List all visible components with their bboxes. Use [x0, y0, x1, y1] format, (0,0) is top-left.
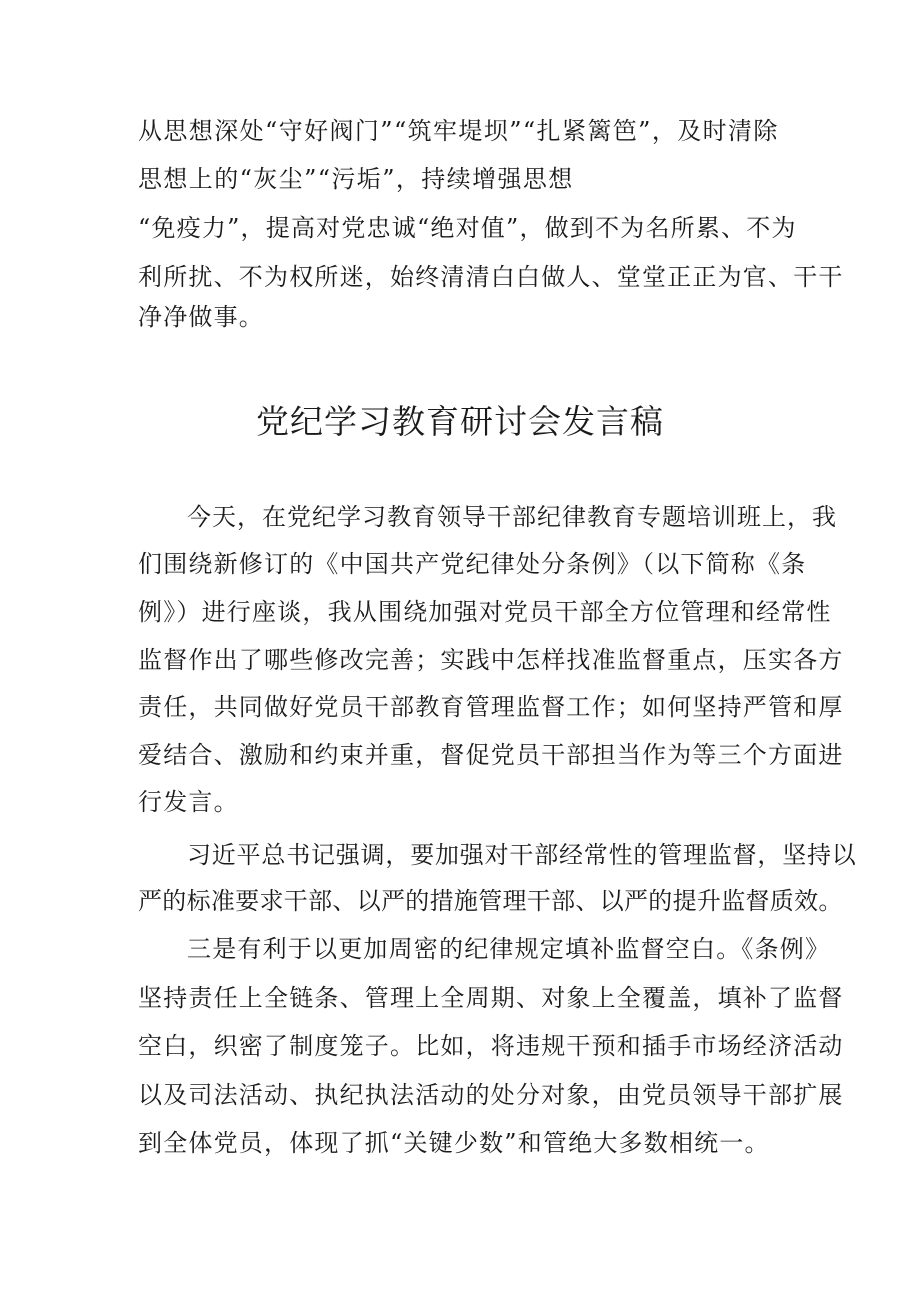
page-title: 党纪学习教育研讨会发言稿 [256, 402, 664, 441]
text-line: 今天，在党纪学习教育领导干部纪律教育专题培训班上，我 [187, 503, 837, 531]
text-line: “免疫力”，提高对党忠诚“绝对值”，做到不为名所累、不为 [138, 214, 797, 242]
text-line: 习近平总书记强调，要加强对干部经常性的管理监督，坚持以 [187, 841, 857, 869]
text-line: 思想上的“灰尘”“污垢”，持续增强思想 [138, 165, 574, 193]
text-line: 以及司法活动、执纪执法活动的处分对象，由党员领导干部扩展 [138, 1081, 844, 1109]
text-line: 净净做事。 [138, 303, 264, 331]
text-line: 监督作出了哪些修改完善；实践中怎样找准监督重点，压实各方 [138, 646, 844, 674]
text-line: 行发言。 [138, 788, 239, 816]
text-line: 从思想深处“守好阀门”“筑牢堤坝”“扎紧篱笆”，及时清除 [138, 117, 779, 145]
text-line: 爱结合、激励和约束并重，督促党员干部担当作为等三个方面进 [138, 741, 844, 769]
text-line: 坚持责任上全链条、管理上全周期、对象上全覆盖，填补了监督 [138, 984, 844, 1012]
text-line: 利所扰、不为权所迷，始终清清白白做人、堂堂正正为官、干干 [138, 263, 844, 291]
text-line: 例》）进行座谈，我从围绕加强对党员干部全方位管理和经常性 [138, 598, 832, 626]
text-line: 们围绕新修订的《中国共产党纪律处分条例》（以下简称《条 [138, 550, 807, 578]
text-line: 严的标准要求干部、以严的措施管理干部、以严的提升监督质效。 [138, 887, 843, 915]
text-line: 到全体党员，体现了抓“关键少数”和管绝大多数相统一。 [138, 1129, 770, 1157]
text-line: 三是有利于以更加周密的纪律规定填补监督空白。《条例》 [187, 935, 831, 963]
text-line: 空白，织密了制度笼子。比如，将违规干预和插手市场经济活动 [138, 1032, 844, 1060]
text-line: 责任，共同做好党员干部教育管理监督工作；如何坚持严管和厚 [138, 693, 844, 721]
